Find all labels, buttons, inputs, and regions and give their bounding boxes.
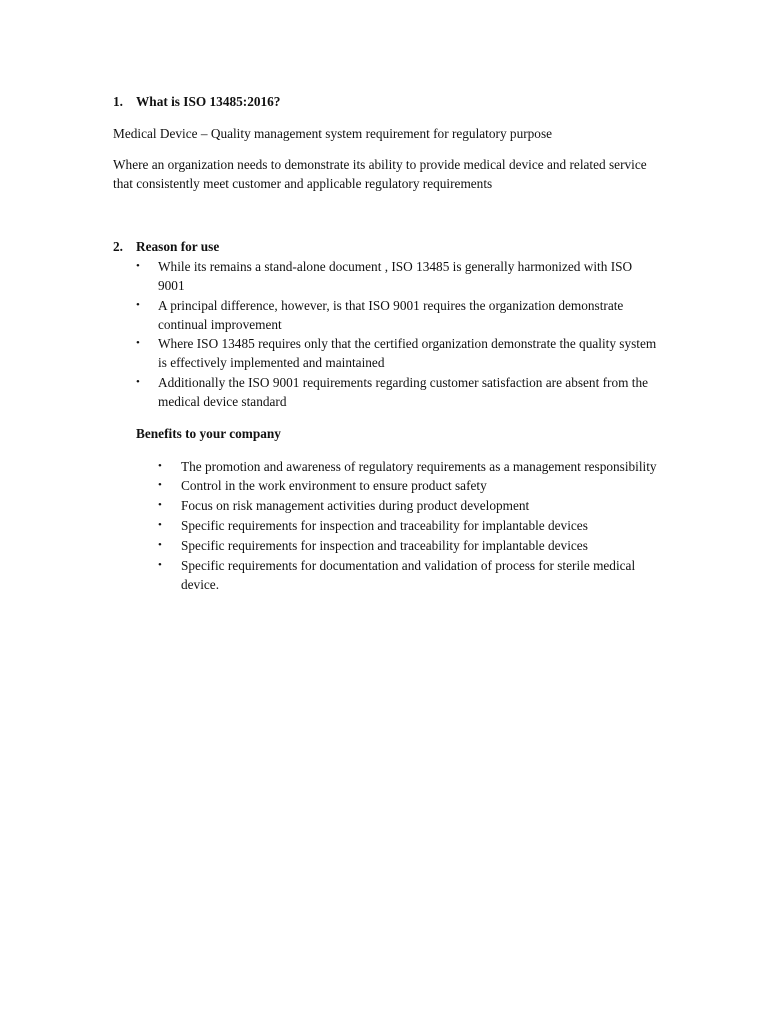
- reason-item-3-line-2: is effectively implemented and maintained: [158, 355, 385, 370]
- benefit-item-1: The promotion and awareness of regulatory requirements as a management responsibility: [181, 459, 657, 474]
- reason-item-4-line-1: Additionally the ISO 9001 requirements regarding customer satisfaction are absent from the: [158, 375, 648, 390]
- bullet-icon: •: [136, 260, 140, 272]
- section-2-number: 2.: [113, 239, 123, 254]
- section-1-paragraph-line-1: Where an organization needs to demonstrate its ability to provide medical device and related service: [113, 157, 647, 172]
- benefit-item-6-line-2: device.: [181, 577, 220, 592]
- bullet-icon: •: [158, 519, 162, 531]
- bullet-icon: •: [158, 479, 162, 491]
- section-1-number: 1.: [113, 94, 123, 109]
- bullet-icon: •: [136, 337, 140, 349]
- bullet-icon: •: [158, 499, 162, 511]
- bullet-icon: •: [158, 559, 162, 571]
- benefits-heading: Benefits to your company: [136, 426, 281, 441]
- reason-item-2-line-1: A principal difference, however, is that ISO 9001 requires the organization demonstrate: [158, 298, 624, 313]
- reason-item-1-line-1: While its remains a stand-alone document , ISO 13485 is generally harmonized with ISO: [158, 259, 633, 274]
- reason-item-2-line-2: continual improvement: [158, 317, 282, 332]
- reason-item-1-line-2: 9001: [158, 278, 185, 293]
- bullet-icon: •: [158, 539, 162, 551]
- bullet-icon: •: [136, 299, 140, 311]
- section-1-paragraph-line-2: that consistently meet customer and applicable regulatory requirements: [113, 176, 493, 191]
- bullet-icon: •: [136, 376, 140, 388]
- benefit-item-5: Specific requirements for inspection and traceability for implantable devices: [181, 538, 588, 553]
- benefit-item-3: Focus on risk management activities during product development: [181, 498, 530, 513]
- benefit-item-4: Specific requirements for inspection and traceability for implantable devices: [181, 518, 588, 533]
- section-1-heading: What is ISO 13485:2016?: [136, 94, 281, 109]
- bullet-icon: •: [158, 460, 162, 472]
- section-2-heading: Reason for use: [136, 239, 220, 254]
- benefit-item-6-line-1: Specific requirements for documentation and validation of process for sterile medical: [181, 558, 636, 573]
- reason-item-3-line-1: Where ISO 13485 requires only that the certified organization demonstrate the quality system: [158, 336, 657, 351]
- benefit-item-2: Control in the work environment to ensure product safety: [181, 478, 487, 493]
- section-1-subtitle: Medical Device – Quality management system requirement for regulatory purpose: [113, 126, 553, 141]
- reason-item-4-line-2: medical device standard: [158, 394, 287, 409]
